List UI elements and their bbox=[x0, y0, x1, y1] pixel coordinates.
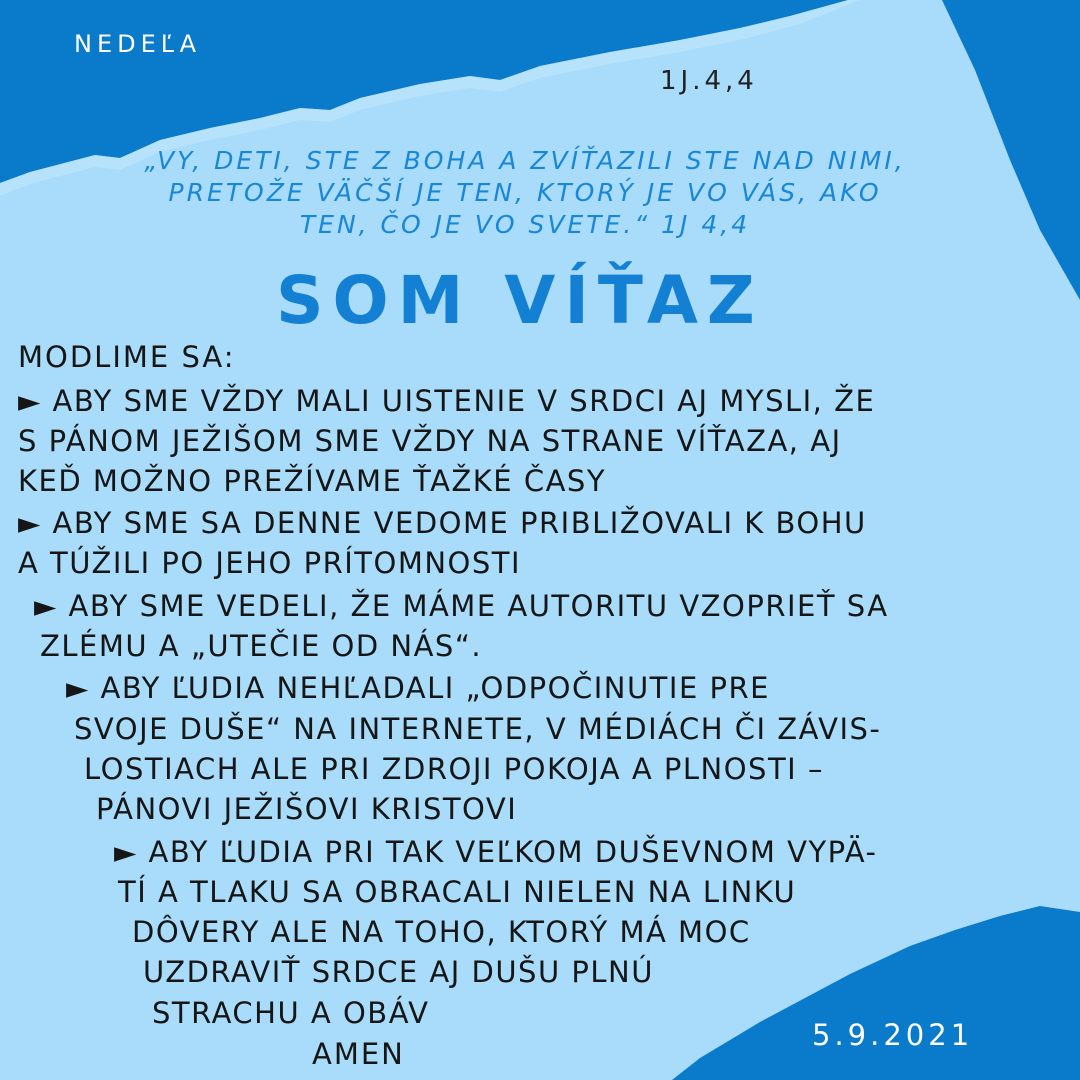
verse-line: TEN, ČO JE VO SVETE.“ 1J 4,4 bbox=[299, 210, 751, 239]
prayer-line: KEĎ MOŽNO PREŽÍVAME ŤAŽKÉ ČASY bbox=[18, 464, 607, 498]
prayer-line: PÁNOVI JEŽIŠOVI KRISTOVI bbox=[96, 792, 518, 826]
prayer-line: DÔVERY ALE NA TOHO, KTORÝ MÁ MOC bbox=[132, 915, 751, 949]
prayer-line: S PÁNOM JEŽIŠOM SME VŽDY NA STRANE VÍŤAZA, AJ bbox=[18, 424, 842, 458]
prayer-line: ZLÉMU A „UTEČIE OD NÁS“. bbox=[40, 629, 483, 663]
prayer-line: LOSTIACH ALE PRI ZDROJI POKOJA A PLNOSTI – bbox=[84, 752, 824, 786]
verse-line: „VY, DETI, STE Z BOHA A ZVÍŤAZILI STE NAD NIMI, bbox=[144, 146, 906, 175]
scripture-reference: 1J.4,4 bbox=[660, 66, 758, 96]
prayer-intro: MODLIME SA: bbox=[18, 340, 236, 374]
prayer-line: UZDRAVIŤ SRDCE AJ DUŠU PLNÚ bbox=[143, 955, 654, 989]
prayer-line: ► ABY SME SA DENNE VEDOME PRIBLIŽOVALI K BOHU bbox=[18, 506, 867, 540]
prayer-line: SVOJE DUŠE“ NA INTERNETE, V MÉDIÁCH ČI ZÁVIS- bbox=[74, 712, 882, 746]
prayer-line: A TÚŽILI PO JEHO PRÍTOMNOSTI bbox=[18, 546, 522, 580]
prayer-line: ► ABY SME VŽDY MALI UISTENIE V SRDCI AJ MYSLI, ŽE bbox=[18, 384, 876, 418]
prayer-line: ► ABY SME VEDELI, ŽE MÁME AUTORITU VZOPRIEŤ SA bbox=[34, 589, 889, 623]
prayer-line: STRACHU A OBÁV bbox=[152, 996, 430, 1030]
page-title: SOM VÍŤAZ bbox=[276, 262, 764, 339]
prayer-line: TÍ A TLAKU SA OBRACALI NIELEN NA LINKU bbox=[118, 875, 797, 909]
bible-verse bbox=[60, 145, 990, 241]
day-label: NEDEĽA bbox=[74, 30, 202, 58]
prayer-closing: AMEN bbox=[312, 1037, 405, 1071]
prayer-line: ► ABY ĽUDIA PRI TAK VEĽKOM DUŠEVNOM VYPÄ- bbox=[114, 835, 878, 869]
date-label: 5.9.2021 bbox=[812, 1018, 974, 1052]
verse-line: PRETOŽE VÄČŠÍ JE TEN, KTORÝ JE VO VÁS, AKO bbox=[168, 178, 882, 207]
prayer-line: ► ABY ĽUDIA NEHĽADALI „ODPOČINUTIE PRE bbox=[66, 671, 770, 705]
